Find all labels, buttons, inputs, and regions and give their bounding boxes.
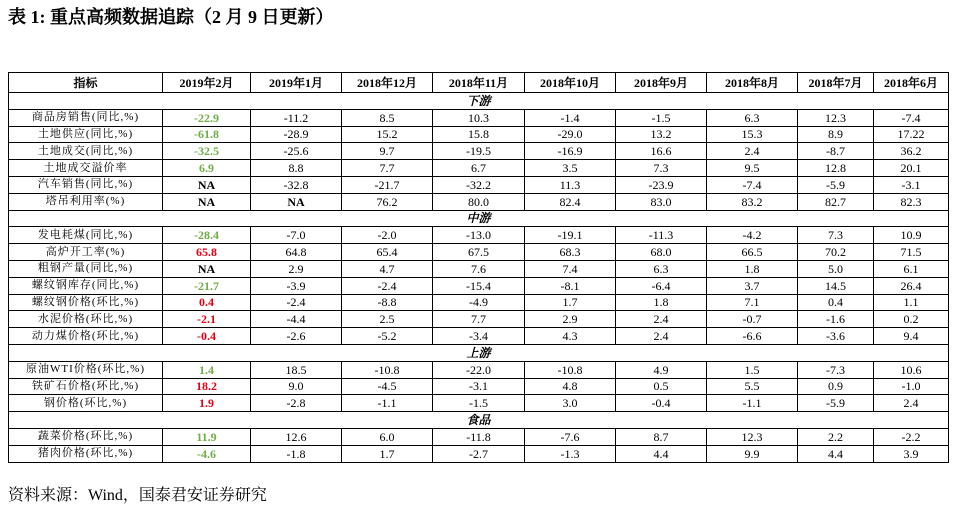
table-cell: 7.1 — [707, 294, 798, 311]
table-cell: -1.1 — [707, 395, 798, 412]
table-cell: 82.4 — [525, 193, 616, 210]
table-body — [9, 93, 949, 463]
latest-value-cell: -61.8 — [163, 126, 251, 143]
table-cell: 13.2 — [616, 126, 707, 143]
table-cell: -23.9 — [616, 176, 707, 193]
indicator-label: 螺纹钢库存(同比,%) — [9, 277, 163, 294]
latest-value-cell: 1.4 — [163, 361, 251, 378]
table-cell: -8.7 — [798, 143, 874, 160]
indicator-label: 土地成交溢价率 — [9, 160, 163, 177]
column-header-month: 2018年7月 — [798, 73, 874, 93]
table-cell: -3.4 — [433, 328, 525, 345]
table-cell: 7.3 — [798, 227, 874, 244]
section-row — [9, 210, 949, 227]
table-cell: 3.7 — [707, 277, 798, 294]
table-cell: -0.7 — [707, 311, 798, 328]
table-cell: -13.0 — [433, 227, 525, 244]
table-row — [9, 294, 949, 311]
table-cell: 8.8 — [251, 160, 342, 177]
table-cell: 11.3 — [525, 176, 616, 193]
table-cell: 7.7 — [342, 160, 433, 177]
table-cell: -2.8 — [251, 395, 342, 412]
table-cell: 8.5 — [342, 109, 433, 126]
table-cell: 12.3 — [798, 109, 874, 126]
table-row — [9, 361, 949, 378]
table-cell: 1.7 — [342, 445, 433, 462]
table-cell: 9.4 — [874, 328, 949, 345]
table-cell: 80.0 — [433, 193, 525, 210]
table-cell: -0.4 — [616, 395, 707, 412]
table-cell: -2.4 — [342, 277, 433, 294]
table-row — [9, 428, 949, 445]
section-header: 上游 — [9, 344, 949, 361]
table-cell: -6.4 — [616, 277, 707, 294]
high-frequency-data-table — [8, 72, 949, 463]
table-cell: -7.6 — [525, 428, 616, 445]
table-cell: 12.6 — [251, 428, 342, 445]
table-row — [9, 176, 949, 193]
table-cell: 71.5 — [874, 244, 949, 261]
section-header: 食品 — [9, 412, 949, 429]
table-cell: 5.0 — [798, 260, 874, 277]
indicator-label: 塔吊利用率(%) — [9, 193, 163, 210]
indicator-label: 高炉开工率(%) — [9, 244, 163, 261]
table-cell: 65.4 — [342, 244, 433, 261]
table-cell: -8.1 — [525, 277, 616, 294]
table-cell: 4.4 — [616, 445, 707, 462]
column-header-month: 2018年12月 — [342, 73, 433, 93]
table-cell: 68.3 — [525, 244, 616, 261]
table-cell: 68.0 — [616, 244, 707, 261]
table-cell: -4.5 — [342, 378, 433, 395]
table-cell: 70.2 — [798, 244, 874, 261]
table-row — [9, 143, 949, 160]
table-cell: 2.2 — [798, 428, 874, 445]
table-cell: -32.8 — [251, 176, 342, 193]
table-cell: 64.8 — [251, 244, 342, 261]
table-cell: 7.4 — [525, 260, 616, 277]
section-row — [9, 344, 949, 361]
table-cell: -19.1 — [525, 227, 616, 244]
table-cell: 83.2 — [707, 193, 798, 210]
table-cell: 2.5 — [342, 311, 433, 328]
table-cell: 16.6 — [616, 143, 707, 160]
table-cell: -4.2 — [707, 227, 798, 244]
column-header-indicator: 指标 — [9, 73, 163, 93]
table-cell: -5.9 — [798, 395, 874, 412]
table-cell: -29.0 — [525, 126, 616, 143]
table-cell: 20.1 — [874, 160, 949, 177]
table-cell: 6.7 — [433, 160, 525, 177]
table-row — [9, 227, 949, 244]
table-cell: -2.2 — [874, 428, 949, 445]
table-cell: 1.1 — [874, 294, 949, 311]
section-header: 中游 — [9, 210, 949, 227]
table-cell: -2.0 — [342, 227, 433, 244]
table-row — [9, 244, 949, 261]
table-cell: -11.8 — [433, 428, 525, 445]
table-cell: 5.5 — [707, 378, 798, 395]
table-cell: -21.7 — [342, 176, 433, 193]
table-cell: 8.7 — [616, 428, 707, 445]
table-cell: 2.4 — [707, 143, 798, 160]
table-cell: 2.4 — [874, 395, 949, 412]
table-cell: 2.9 — [251, 260, 342, 277]
table-cell: 15.2 — [342, 126, 433, 143]
latest-value-cell: NA — [163, 260, 251, 277]
indicator-label: 钢价格(环比,%) — [9, 395, 163, 412]
table-cell: 2.9 — [525, 311, 616, 328]
table-row — [9, 260, 949, 277]
table-cell: 8.9 — [798, 126, 874, 143]
table-cell: 9.0 — [251, 378, 342, 395]
indicator-label: 铁矿石价格(环比,%) — [9, 378, 163, 395]
table-cell: -11.3 — [616, 227, 707, 244]
latest-value-cell: 18.2 — [163, 378, 251, 395]
table-cell: -1.0 — [874, 378, 949, 395]
table-cell: -3.9 — [251, 277, 342, 294]
indicator-label: 汽车销售(同比,%) — [9, 176, 163, 193]
table-cell: -28.9 — [251, 126, 342, 143]
indicator-label: 猪肉价格(环比,%) — [9, 445, 163, 462]
section-row — [9, 93, 949, 110]
table-cell: -15.4 — [433, 277, 525, 294]
table-cell: 6.3 — [707, 109, 798, 126]
latest-value-cell: -0.4 — [163, 328, 251, 345]
column-header-month: 2018年8月 — [707, 73, 798, 93]
table-cell: -4.4 — [251, 311, 342, 328]
table-cell: -22.0 — [433, 361, 525, 378]
table-cell: 82.3 — [874, 193, 949, 210]
column-header-month: 2018年6月 — [874, 73, 949, 93]
table-cell: 3.9 — [874, 445, 949, 462]
table-cell: 6.0 — [342, 428, 433, 445]
table-cell: -10.8 — [342, 361, 433, 378]
table-cell: -2.7 — [433, 445, 525, 462]
table-cell: 0.9 — [798, 378, 874, 395]
table-cell: 1.8 — [707, 260, 798, 277]
table-header — [9, 73, 949, 93]
table-cell: 0.2 — [874, 311, 949, 328]
table-cell: -1.8 — [251, 445, 342, 462]
table-cell: 2.4 — [616, 328, 707, 345]
table-cell: 7.6 — [433, 260, 525, 277]
section-row — [9, 412, 949, 429]
table-cell: 7.7 — [433, 311, 525, 328]
table-cell: -1.5 — [433, 395, 525, 412]
table-cell: -1.5 — [616, 109, 707, 126]
indicator-label: 发电耗煤(同比,%) — [9, 227, 163, 244]
table-cell: -1.6 — [798, 311, 874, 328]
table-cell: 12.3 — [707, 428, 798, 445]
table-cell: -19.5 — [433, 143, 525, 160]
table-cell: 3.0 — [525, 395, 616, 412]
latest-value-cell: NA — [163, 193, 251, 210]
table-cell: 0.5 — [616, 378, 707, 395]
table-cell: 66.5 — [707, 244, 798, 261]
table-cell: 4.8 — [525, 378, 616, 395]
source-note: 资料来源：Wind，国泰君安证券研究 — [8, 487, 267, 504]
latest-value-cell: -22.9 — [163, 109, 251, 126]
table-cell: -5.9 — [798, 176, 874, 193]
table-cell: -2.6 — [251, 328, 342, 345]
table-cell: -16.9 — [525, 143, 616, 160]
table-cell: 15.3 — [707, 126, 798, 143]
table-cell: 4.9 — [616, 361, 707, 378]
table-cell: -7.4 — [874, 109, 949, 126]
table-cell: -3.1 — [874, 176, 949, 193]
table-row — [9, 378, 949, 395]
table-cell: 10.9 — [874, 227, 949, 244]
table-row — [9, 160, 949, 177]
table-row — [9, 126, 949, 143]
table-cell: 6.3 — [616, 260, 707, 277]
table-cell: 1.5 — [707, 361, 798, 378]
table-row — [9, 445, 949, 462]
latest-value-cell: -4.6 — [163, 445, 251, 462]
table-cell: 4.7 — [342, 260, 433, 277]
table-cell: -1.4 — [525, 109, 616, 126]
column-header-month: 2019年2月 — [163, 73, 251, 93]
table-cell: -1.1 — [342, 395, 433, 412]
table-cell: 17.22 — [874, 126, 949, 143]
indicator-label: 土地供应(同比,%) — [9, 126, 163, 143]
table-cell: -5.2 — [342, 328, 433, 345]
table-cell: 1.8 — [616, 294, 707, 311]
table-cell: 14.5 — [798, 277, 874, 294]
table-cell: NA — [251, 193, 342, 210]
table-cell: 83.0 — [616, 193, 707, 210]
table-cell: -2.4 — [251, 294, 342, 311]
table-cell: 9.7 — [342, 143, 433, 160]
table-cell: 15.8 — [433, 126, 525, 143]
table-cell: -3.6 — [798, 328, 874, 345]
column-header-month: 2019年1月 — [251, 73, 342, 93]
table-row — [9, 395, 949, 412]
indicator-label: 螺纹钢价格(环比,%) — [9, 294, 163, 311]
table-row — [9, 311, 949, 328]
latest-value-cell: 65.8 — [163, 244, 251, 261]
column-header-month: 2018年10月 — [525, 73, 616, 93]
table-cell: 82.7 — [798, 193, 874, 210]
table-cell: -8.8 — [342, 294, 433, 311]
latest-value-cell: -2.1 — [163, 311, 251, 328]
table-cell: 9.9 — [707, 445, 798, 462]
table-cell: -11.2 — [251, 109, 342, 126]
table-cell: 7.3 — [616, 160, 707, 177]
table-cell: 3.5 — [525, 160, 616, 177]
indicator-label: 动力煤价格(环比,%) — [9, 328, 163, 345]
table-row — [9, 328, 949, 345]
table-cell: 1.7 — [525, 294, 616, 311]
indicator-label: 商品房销售(同比,%) — [9, 109, 163, 126]
table-cell: 6.1 — [874, 260, 949, 277]
indicator-label: 蔬菜价格(环比,%) — [9, 428, 163, 445]
table-cell: -10.8 — [525, 361, 616, 378]
table-cell: 12.8 — [798, 160, 874, 177]
column-header-month: 2018年9月 — [616, 73, 707, 93]
indicator-label: 原油WTI价格(环比,%) — [9, 361, 163, 378]
table-cell: 10.6 — [874, 361, 949, 378]
table-cell: 4.4 — [798, 445, 874, 462]
table-cell: -7.4 — [707, 176, 798, 193]
section-header: 下游 — [9, 93, 949, 110]
indicator-label: 水泥价格(环比,%) — [9, 311, 163, 328]
table-cell: -6.6 — [707, 328, 798, 345]
table-cell: -4.9 — [433, 294, 525, 311]
indicator-label: 土地成交(同比,%) — [9, 143, 163, 160]
header-row — [9, 73, 949, 93]
latest-value-cell: NA — [163, 176, 251, 193]
table-row — [9, 193, 949, 210]
table-cell: 0.4 — [798, 294, 874, 311]
table-cell: -25.6 — [251, 143, 342, 160]
table-cell: -3.1 — [433, 378, 525, 395]
latest-value-cell: 1.9 — [163, 395, 251, 412]
table-cell: -32.2 — [433, 176, 525, 193]
table-cell: 2.4 — [616, 311, 707, 328]
latest-value-cell: -21.7 — [163, 277, 251, 294]
table-cell: 18.5 — [251, 361, 342, 378]
table-cell: -7.0 — [251, 227, 342, 244]
table-row — [9, 109, 949, 126]
table-title: 表 1: 重点高频数据追踪（2 月 9 日更新） — [8, 7, 334, 27]
latest-value-cell: -28.4 — [163, 227, 251, 244]
table-cell: 10.3 — [433, 109, 525, 126]
table-row — [9, 277, 949, 294]
latest-value-cell: -32.5 — [163, 143, 251, 160]
table-cell: 76.2 — [342, 193, 433, 210]
table-cell: 36.2 — [874, 143, 949, 160]
table-cell: 4.3 — [525, 328, 616, 345]
table-cell: -7.3 — [798, 361, 874, 378]
table-cell: 67.5 — [433, 244, 525, 261]
latest-value-cell: 11.9 — [163, 428, 251, 445]
table-cell: -1.3 — [525, 445, 616, 462]
latest-value-cell: 0.4 — [163, 294, 251, 311]
table-cell: 9.5 — [707, 160, 798, 177]
indicator-label: 粗钢产量(同比,%) — [9, 260, 163, 277]
column-header-month: 2018年11月 — [433, 73, 525, 93]
table-cell: 26.4 — [874, 277, 949, 294]
latest-value-cell: 6.9 — [163, 160, 251, 177]
